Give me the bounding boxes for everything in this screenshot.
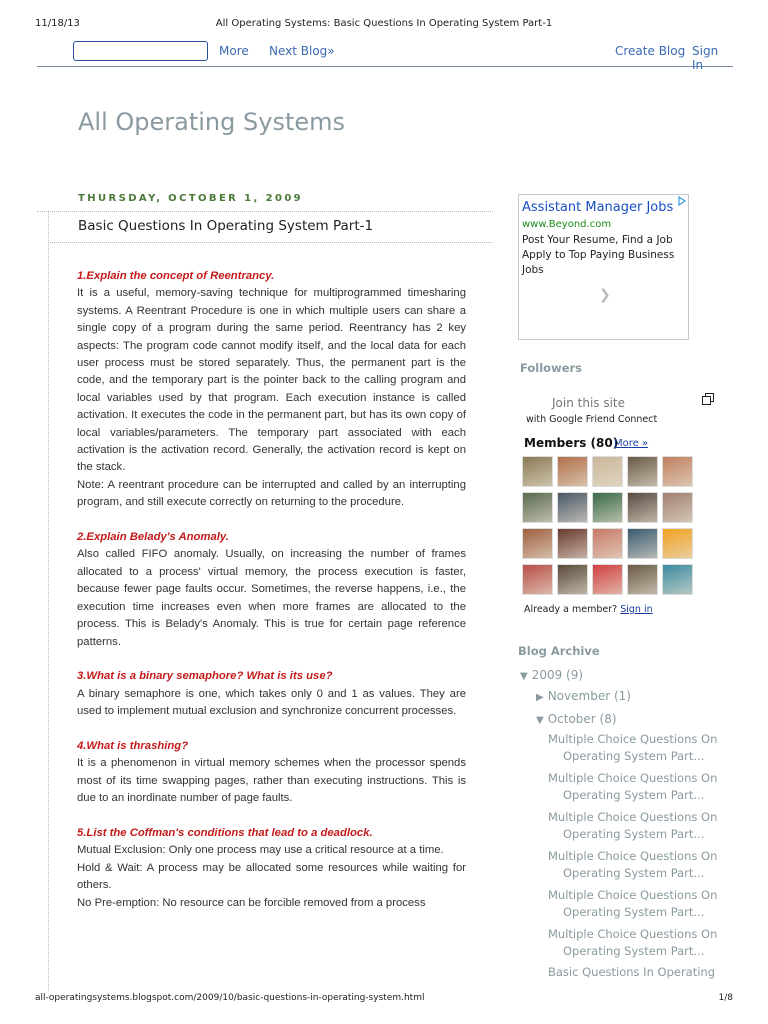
follower-avatar[interactable] (557, 564, 588, 595)
print-date: 11/18/13 (35, 18, 80, 29)
print-url: all-operatingsystems.blogspot.com/2009/10/basic-questions-in-operating-system.html (35, 993, 425, 1003)
follower-avatar[interactable] (592, 564, 623, 595)
follower-avatar[interactable] (627, 528, 658, 559)
navbar-more-link[interactable]: More (219, 44, 249, 58)
question-heading: 5.List the Coffman's conditions that lead to a deadlock. (77, 826, 373, 839)
follower-avatar[interactable] (557, 492, 588, 523)
ad-url[interactable]: www.Beyond.com (522, 219, 612, 230)
archive-post-line[interactable]: Multiple Choice Questions On (548, 810, 718, 824)
answer-paragraph: Also called FIFO anomaly. Usually, on increasing the number of frames allocated to a process' virtual memory, the process execution is faster, because fewer page faults occur. Sometimes, the reverse happens, i.e., the execution time increases even when more frames are allocated to the process. This is Belady's Anomaly. This is true for certain page reference patterns. (77, 548, 466, 648)
post-date-header: THURSDAY, OCTOBER 1, 2009 (78, 193, 304, 204)
follower-avatar[interactable] (592, 528, 623, 559)
archive-post-line[interactable]: Operating System Part... (563, 748, 705, 763)
answer-paragraph: It is a useful, memory-saving technique for multiprogrammed timesharing systems. A Reentrant Procedure is one in which multiple users can share a single copy of a program during the same period. Reentrancy has 2 key aspects: The program code cannot modify itself, and the local data for each user process must be stored separately. Thus, the permanent part is the code, and the temporary part is the pointer back to the calling program and local variables used by that program. Each execution instance is called activation. It executes the code in the permanent part, but has its own copy of local variables/parameters. The temporary part associated with each activation is the activation record. Generally, the activation record is kept on the stack. (77, 287, 466, 474)
follower-avatar[interactable] (557, 456, 588, 487)
post-body (77, 268, 466, 912)
sign-in-link[interactable]: Sign in (620, 604, 653, 615)
follower-avatar[interactable] (627, 492, 658, 523)
follower-avatar[interactable] (627, 564, 658, 595)
post-divider-left (48, 211, 49, 991)
archive-post-link[interactable] (548, 809, 718, 842)
archive-month-label[interactable]: November (1) (547, 689, 631, 703)
follower-avatar[interactable] (522, 456, 553, 487)
archive-post-line[interactable]: Multiple Choice Questions On (548, 927, 718, 941)
follower-avatar[interactable] (522, 528, 553, 559)
navbar-next-blog-link[interactable]: Next Blog» (269, 44, 335, 58)
follower-avatar[interactable] (557, 528, 588, 559)
archive-year-label[interactable]: 2009 (9) (531, 668, 584, 682)
archive-post-line[interactable]: Operating System Part... (563, 943, 705, 958)
archive-month-label[interactable]: October (8) (547, 712, 617, 726)
post-title-divider (48, 242, 493, 243)
answer-paragraph: Note: A reentrant procedure can be interrupted and called by an interrupting program, and still execute correctly on returning to the procedure. (77, 478, 466, 509)
members-count: Members (80) (524, 436, 619, 450)
blogger-navbar (37, 40, 733, 72)
blog-archive-header: Blog Archive (518, 644, 600, 658)
archive-post-link[interactable] (548, 926, 718, 959)
question-heading: 2.Explain Belady's Anomaly. (77, 531, 229, 544)
google-friend-connect-label: with Google Friend Connect (526, 414, 658, 425)
follower-avatar[interactable] (592, 492, 623, 523)
archive-post-line[interactable]: Operating System Part... (563, 787, 705, 802)
question-heading: 3.What is a binary semaphore? What is its use? (77, 670, 333, 683)
answer-paragraph: Mutual Exclusion: Only one process may use a critical resource at a time. (77, 844, 444, 857)
members-more-link[interactable]: More » (614, 438, 649, 449)
question-heading: 1.Explain the concept of Reentrancy. (77, 270, 275, 282)
question-heading: 4.What is thrashing? (77, 739, 189, 752)
paragraph-spacer (77, 651, 466, 668)
ad-title-link[interactable]: Assistant Manager Jobs (522, 200, 674, 215)
paragraph-spacer (77, 808, 466, 825)
post-divider-top (37, 211, 493, 212)
follower-avatar[interactable] (522, 564, 553, 595)
follower-avatar[interactable] (662, 456, 693, 487)
archive-post-line[interactable]: Operating System Part... (563, 904, 705, 919)
print-footer (35, 993, 733, 1003)
ad-unit[interactable] (518, 194, 689, 340)
print-page-number: 1/8 (718, 993, 733, 1003)
archive-post-line[interactable]: Multiple Choice Questions On (548, 888, 718, 902)
post-title[interactable]: Basic Questions In Operating System Part-1 (78, 218, 374, 234)
archive-month-october[interactable] (536, 712, 617, 726)
archive-post-line[interactable]: Multiple Choice Questions On (548, 771, 718, 785)
paragraph-spacer (77, 512, 466, 529)
follower-avatar[interactable] (627, 456, 658, 487)
follower-avatar[interactable] (522, 492, 553, 523)
adchoices-icon[interactable] (677, 196, 687, 206)
follower-avatar[interactable] (662, 528, 693, 559)
chevron-right-icon[interactable]: ❯ (599, 287, 611, 303)
follower-avatar[interactable] (592, 456, 623, 487)
archive-post-line[interactable]: Operating System Part... (563, 826, 705, 841)
archive-post-line[interactable]: Multiple Choice Questions On (548, 849, 718, 863)
already-member-text (524, 604, 653, 615)
archive-year-2009[interactable] (520, 668, 583, 682)
follower-avatar[interactable] (662, 492, 693, 523)
navbar-sign-in-link[interactable]: Sign In (692, 44, 719, 72)
triangle-down-icon[interactable]: ▼ (536, 715, 544, 726)
expand-window-icon[interactable] (702, 393, 714, 405)
print-title: All Operating Systems: Basic Questions In Operating System Part-1 (215, 18, 553, 29)
paragraph-spacer (77, 721, 466, 738)
archive-post-line[interactable]: Multiple Choice Questions On (548, 732, 718, 746)
navbar-search-input[interactable] (73, 41, 208, 61)
archive-post-link[interactable]: Basic Questions In Operating (548, 965, 716, 979)
navbar-create-blog-link[interactable]: Create Blog (615, 44, 686, 58)
triangle-right-icon[interactable]: ▶ (536, 692, 544, 703)
archive-post-link[interactable] (548, 731, 718, 764)
answer-paragraph: No Pre-emption: No resource can be forcible removed from a process (77, 896, 426, 909)
ad-text: Post Your Resume, Find a Job Apply to Top Paying Business Jobs (522, 234, 675, 276)
archive-post-link[interactable] (548, 887, 718, 920)
blog-title[interactable]: All Operating Systems (78, 108, 345, 136)
archive-post-link[interactable] (548, 770, 718, 803)
print-header (35, 18, 733, 32)
follower-avatar-grid (522, 456, 702, 595)
followers-header: Followers (520, 361, 583, 375)
follower-avatar[interactable] (662, 564, 693, 595)
triangle-down-icon[interactable]: ▼ (520, 671, 528, 682)
archive-post-line[interactable]: Operating System Part... (563, 865, 705, 880)
join-site-link[interactable]: Join this site (552, 396, 626, 410)
answer-paragraph: Hold & Wait: A process may be allocated some resources while waiting for others. (77, 861, 466, 892)
archive-post-link[interactable] (548, 848, 718, 881)
answer-paragraph: It is a phenomenon in virtual memory schemes when the processor spends most of its time swapping pages, rather than executing instructions. This is due to an inordinate number of page faults. (77, 757, 466, 805)
archive-month-november[interactable] (536, 689, 631, 703)
answer-paragraph: A binary semaphore is one, which takes only 0 and 1 as values. They are used to implement mutual exclusion and synchronize concurrent processes. (77, 687, 466, 718)
already-member-label: Already a member? (524, 604, 618, 615)
